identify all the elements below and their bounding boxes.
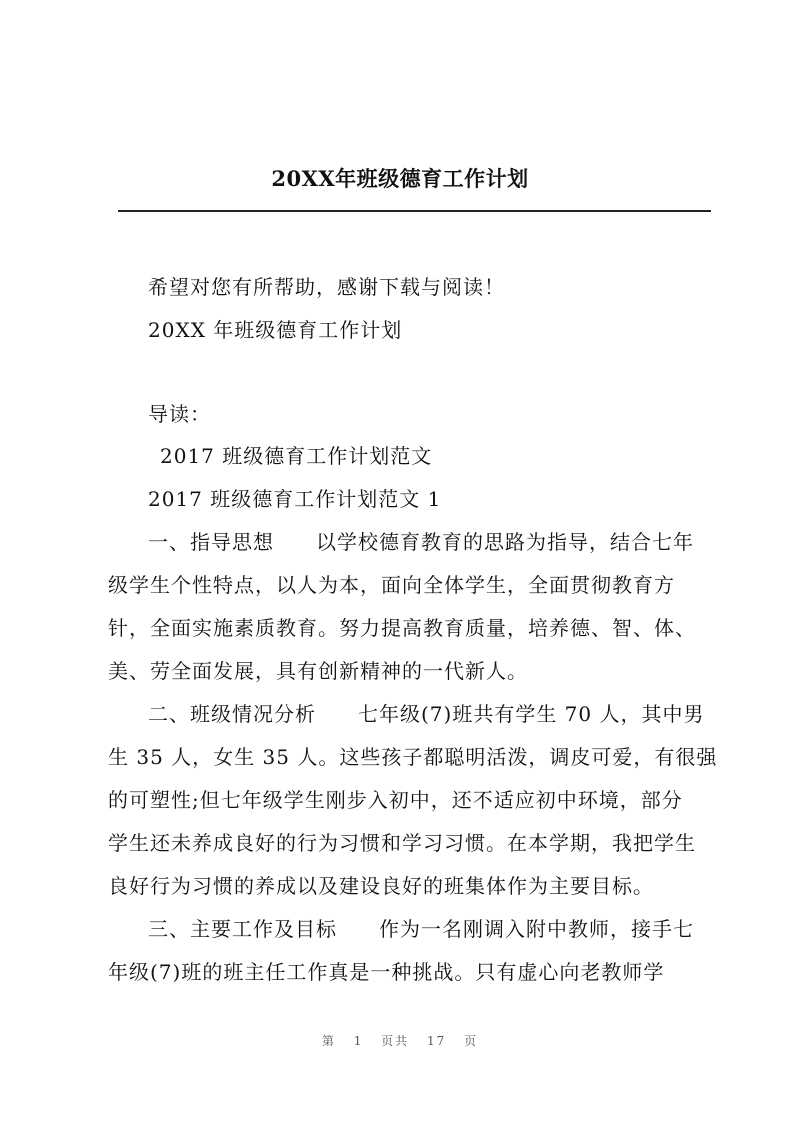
paragraph-line: 级学生个性特点，以人为本，面向全体学生，全面贯彻教育方 <box>108 573 675 597</box>
paragraph-line: 二、班级情况分析 七年级(7)班共有学生 70 人，其中男 <box>148 702 705 726</box>
paragraph-line: 学生还未养成良好的行为习惯和学习习惯。在本学期，我把学生 <box>108 831 696 855</box>
document-title: 20XX年班级德育工作计划 <box>271 166 529 191</box>
subtitle-line: 20XX 年班级德育工作计划 <box>148 318 403 342</box>
footer-total-pages: 17 <box>427 1034 447 1048</box>
paragraph-line: 三、主要工作及目标 作为一名刚调入附中教师，接手七 <box>148 917 694 941</box>
greeting-line: 希望对您有所帮助，感谢下载与阅读！ <box>148 275 505 299</box>
paragraph-line: 美、劳全面发展，具有创新精神的一代新人。 <box>108 659 528 683</box>
footer-of-label: 页共 <box>381 1034 410 1048</box>
section-heading-1: 2017 班级德育工作计划范文 1 <box>148 487 442 511</box>
paragraph-line: 年级(7)班的班主任工作真是一种挑战。只有虚心向老教师学 <box>108 960 665 984</box>
footer-page-label: 第 <box>321 1034 336 1048</box>
footer-current-page: 1 <box>353 1034 364 1048</box>
paragraph-line: 针，全面实施素质教育。努力提高教育质量，培养德、智、体、 <box>108 616 696 640</box>
footer-suffix-label: 页 <box>464 1034 479 1048</box>
paragraph-line: 生 35 人，女生 35 人。这些孩子都聪明活泼，调皮可爱，有很强 <box>108 745 718 769</box>
paragraph-line: 的可塑性;但七年级学生刚步入初中，还不适应初中环境，部分 <box>108 788 683 812</box>
intro-label: 导读： <box>148 402 211 426</box>
section-heading: 2017 班级德育工作计划范文 <box>160 444 433 468</box>
paragraph-line: 良好行为习惯的养成以及建设良好的班集体作为主要目标。 <box>108 874 654 898</box>
page-footer <box>0 1032 800 1049</box>
paragraph-line: 一、指导思想 以学校德育教育的思路为指导，结合七年 <box>148 530 694 554</box>
title-divider <box>118 210 711 212</box>
